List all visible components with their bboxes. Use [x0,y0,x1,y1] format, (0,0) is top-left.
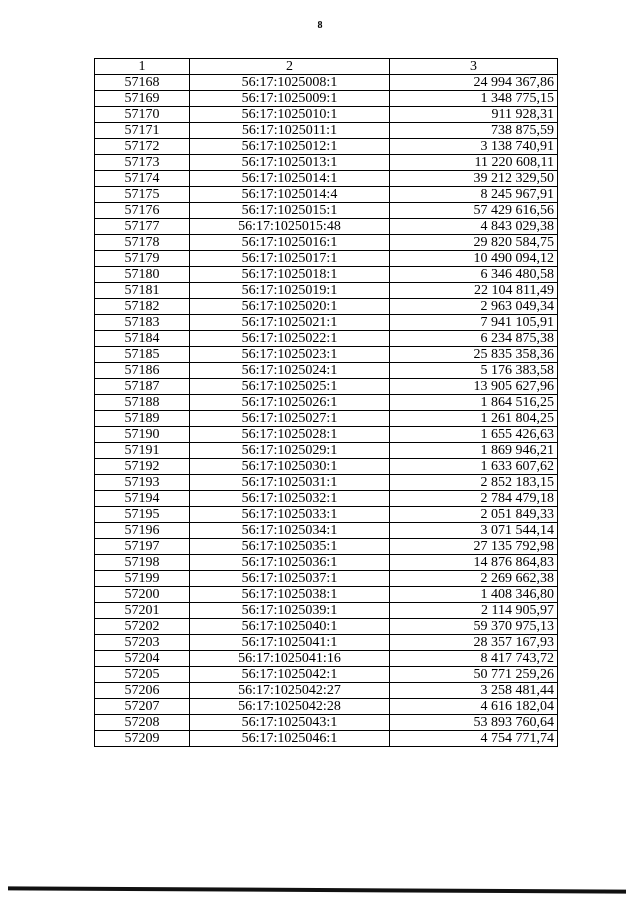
footer-rule [8,886,626,893]
cadastral-number-cell: 56:17:1025016:1 [190,235,390,251]
cadastral-number-cell: 56:17:1025046:1 [190,731,390,747]
cadastral-number-cell: 56:17:1025039:1 [190,603,390,619]
table-row [95,507,558,523]
cadastral-number-cell: 56:17:1025017:1 [190,251,390,267]
cadastral-value-table [94,58,558,747]
cadastral-value-cell: 1 261 804,25 [390,411,558,427]
row-number-cell: 57185 [95,347,190,363]
row-number-cell: 57198 [95,555,190,571]
cadastral-number-cell: 56:17:1025014:1 [190,171,390,187]
row-number-cell: 57183 [95,315,190,331]
table-row [95,571,558,587]
cadastral-number-cell: 56:17:1025040:1 [190,619,390,635]
table-row [95,411,558,427]
cadastral-value-cell: 59 370 975,13 [390,619,558,635]
cadastral-value-cell: 738 875,59 [390,123,558,139]
table-header-row [95,59,558,75]
cadastral-number-cell: 56:17:1025038:1 [190,587,390,603]
cadastral-value-cell: 57 429 616,56 [390,203,558,219]
table-row [95,587,558,603]
cadastral-number-cell: 56:17:1025042:1 [190,667,390,683]
row-number-cell: 57205 [95,667,190,683]
table-row [95,443,558,459]
cadastral-number-cell: 56:17:1025009:1 [190,91,390,107]
cadastral-number-cell: 56:17:1025030:1 [190,459,390,475]
row-number-cell: 57190 [95,427,190,443]
cadastral-value-cell: 1 408 346,80 [390,587,558,603]
row-number-cell: 57194 [95,491,190,507]
table-row [95,715,558,731]
table-row [95,107,558,123]
table-row [95,315,558,331]
cadastral-value-cell: 28 357 167,93 [390,635,558,651]
table-row [95,187,558,203]
table-row [95,475,558,491]
cadastral-value-cell: 14 876 864,83 [390,555,558,571]
row-number-cell: 57168 [95,75,190,91]
row-number-cell: 57188 [95,395,190,411]
cadastral-value-cell: 29 820 584,75 [390,235,558,251]
cadastral-number-cell: 56:17:1025031:1 [190,475,390,491]
cadastral-value-cell: 13 905 627,96 [390,379,558,395]
table-row [95,427,558,443]
cadastral-value-cell: 8 245 967,91 [390,187,558,203]
cadastral-number-cell: 56:17:1025043:1 [190,715,390,731]
table-row [95,523,558,539]
cadastral-number-cell: 56:17:1025029:1 [190,443,390,459]
cadastral-value-cell: 53 893 760,64 [390,715,558,731]
table-row [95,251,558,267]
cadastral-number-cell: 56:17:1025042:27 [190,683,390,699]
cadastral-value-cell: 39 212 329,50 [390,171,558,187]
cadastral-value-cell: 1 655 426,63 [390,427,558,443]
table-row [95,267,558,283]
table-body [95,75,558,747]
row-number-cell: 57196 [95,523,190,539]
row-number-cell: 57208 [95,715,190,731]
row-number-cell: 57177 [95,219,190,235]
cadastral-number-cell: 56:17:1025024:1 [190,363,390,379]
row-number-cell: 57200 [95,587,190,603]
cadastral-value-cell: 24 994 367,86 [390,75,558,91]
row-number-cell: 57207 [95,699,190,715]
cadastral-value-cell: 2 852 183,15 [390,475,558,491]
cadastral-value-cell: 2 051 849,33 [390,507,558,523]
cadastral-number-cell: 56:17:1025015:1 [190,203,390,219]
table-row [95,299,558,315]
cadastral-value-cell: 2 784 479,18 [390,491,558,507]
table-row [95,75,558,91]
row-number-cell: 57209 [95,731,190,747]
cadastral-value-cell: 2 963 049,34 [390,299,558,315]
row-number-cell: 57195 [95,507,190,523]
table-row [95,459,558,475]
row-number-cell: 57180 [95,267,190,283]
cadastral-number-cell: 56:17:1025011:1 [190,123,390,139]
table-row [95,219,558,235]
row-number-cell: 57178 [95,235,190,251]
row-number-cell: 57172 [95,139,190,155]
cadastral-number-cell: 56:17:1025035:1 [190,539,390,555]
cadastral-number-cell: 56:17:1025020:1 [190,299,390,315]
row-number-cell: 57186 [95,363,190,379]
cadastral-number-cell: 56:17:1025034:1 [190,523,390,539]
page-number: 8 [317,20,323,31]
cadastral-number-cell: 56:17:1025042:28 [190,699,390,715]
row-number-cell: 57192 [95,459,190,475]
table-row [95,555,558,571]
cadastral-number-cell: 56:17:1025013:1 [190,155,390,171]
table-row [95,539,558,555]
table-row [95,379,558,395]
row-number-cell: 57193 [95,475,190,491]
table-row [95,667,558,683]
table-row [95,331,558,347]
cadastral-value-cell: 1 869 946,21 [390,443,558,459]
table-row [95,619,558,635]
column-header-3: 3 [390,59,558,75]
table-row [95,203,558,219]
cadastral-value-cell: 911 928,31 [390,107,558,123]
cadastral-number-cell: 56:17:1025019:1 [190,283,390,299]
table-row [95,635,558,651]
table-row [95,123,558,139]
row-number-cell: 57202 [95,619,190,635]
row-number-cell: 57179 [95,251,190,267]
cadastral-number-cell: 56:17:1025015:48 [190,219,390,235]
cadastral-value-cell: 3 138 740,91 [390,139,558,155]
row-number-cell: 57199 [95,571,190,587]
row-number-cell: 57203 [95,635,190,651]
row-number-cell: 57169 [95,91,190,107]
table-row [95,155,558,171]
cadastral-number-cell: 56:17:1025028:1 [190,427,390,443]
table-row [95,363,558,379]
row-number-cell: 57206 [95,683,190,699]
table-row [95,395,558,411]
cadastral-number-cell: 56:17:1025037:1 [190,571,390,587]
table-row [95,491,558,507]
cadastral-value-cell: 50 771 259,26 [390,667,558,683]
cadastral-value-cell: 2 269 662,38 [390,571,558,587]
cadastral-value-cell: 2 114 905,97 [390,603,558,619]
row-number-cell: 57184 [95,331,190,347]
row-number-cell: 57204 [95,651,190,667]
cadastral-number-cell: 56:17:1025023:1 [190,347,390,363]
cadastral-number-cell: 56:17:1025026:1 [190,395,390,411]
cadastral-value-cell: 4 616 182,04 [390,699,558,715]
row-number-cell: 57170 [95,107,190,123]
cadastral-value-cell: 4 843 029,38 [390,219,558,235]
row-number-cell: 57191 [95,443,190,459]
table-row [95,171,558,187]
cadastral-value-cell: 5 176 383,58 [390,363,558,379]
cadastral-value-cell: 3 071 544,14 [390,523,558,539]
cadastral-value-cell: 1 348 775,15 [390,91,558,107]
row-number-cell: 57175 [95,187,190,203]
cadastral-value-cell: 4 754 771,74 [390,731,558,747]
table-row [95,91,558,107]
cadastral-number-cell: 56:17:1025025:1 [190,379,390,395]
row-number-cell: 57173 [95,155,190,171]
cadastral-number-cell: 56:17:1025036:1 [190,555,390,571]
cadastral-number-cell: 56:17:1025022:1 [190,331,390,347]
cadastral-value-cell: 6 234 875,38 [390,331,558,347]
row-number-cell: 57201 [95,603,190,619]
cadastral-value-cell: 11 220 608,11 [390,155,558,171]
cadastral-number-cell: 56:17:1025032:1 [190,491,390,507]
cadastral-value-cell: 1 864 516,25 [390,395,558,411]
table-row [95,699,558,715]
row-number-cell: 57181 [95,283,190,299]
row-number-cell: 57171 [95,123,190,139]
row-number-cell: 57189 [95,411,190,427]
cadastral-number-cell: 56:17:1025021:1 [190,315,390,331]
table-row [95,651,558,667]
cadastral-value-cell: 1 633 607,62 [390,459,558,475]
cadastral-number-cell: 56:17:1025027:1 [190,411,390,427]
cadastral-number-cell: 56:17:1025041:1 [190,635,390,651]
cadastral-value-cell: 7 941 105,91 [390,315,558,331]
cadastral-value-cell: 27 135 792,98 [390,539,558,555]
cadastral-number-cell: 56:17:1025010:1 [190,107,390,123]
column-header-1: 1 [95,59,190,75]
table-row [95,603,558,619]
cadastral-value-cell: 25 835 358,36 [390,347,558,363]
cadastral-number-cell: 56:17:1025014:4 [190,187,390,203]
column-header-2: 2 [190,59,390,75]
cadastral-value-cell: 6 346 480,58 [390,267,558,283]
cadastral-value-cell: 3 258 481,44 [390,683,558,699]
cadastral-value-cell: 10 490 094,12 [390,251,558,267]
cadastral-value-cell: 8 417 743,72 [390,651,558,667]
table-row [95,283,558,299]
row-number-cell: 57187 [95,379,190,395]
table-row [95,139,558,155]
row-number-cell: 57197 [95,539,190,555]
row-number-cell: 57176 [95,203,190,219]
cadastral-number-cell: 56:17:1025008:1 [190,75,390,91]
table-row [95,235,558,251]
row-number-cell: 57174 [95,171,190,187]
table-row [95,347,558,363]
cadastral-number-cell: 56:17:1025012:1 [190,139,390,155]
table-row [95,731,558,747]
cadastral-number-cell: 56:17:1025033:1 [190,507,390,523]
row-number-cell: 57182 [95,299,190,315]
cadastral-number-cell: 56:17:1025018:1 [190,267,390,283]
cadastral-value-cell: 22 104 811,49 [390,283,558,299]
table-row [95,683,558,699]
cadastral-number-cell: 56:17:1025041:16 [190,651,390,667]
